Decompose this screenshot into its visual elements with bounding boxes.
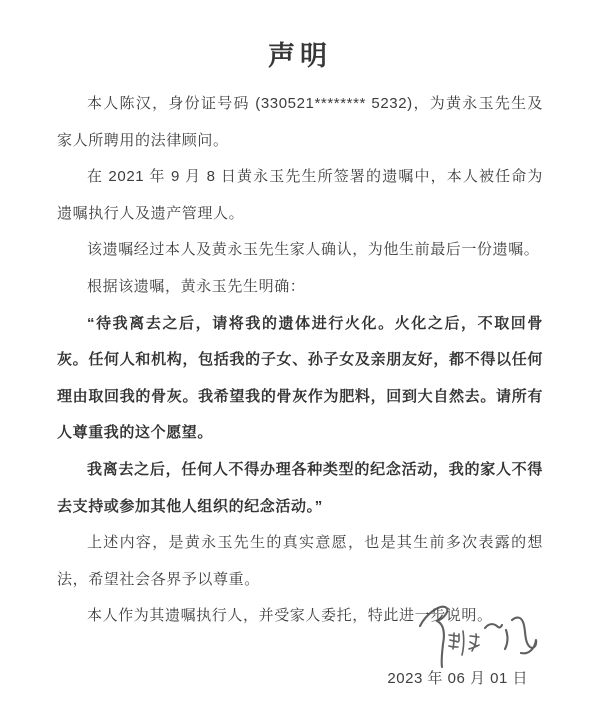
paragraph-will-quote-2: 我离去之后，任何人不得办理各种类型的纪念活动，我的家人不得去支持或参加其他人组织的纪念活动。” bbox=[57, 460, 543, 515]
paragraph-according-to-will: 根据该遗嘱，黄永玉先生明确： bbox=[87, 277, 306, 295]
handwritten-signature-icon bbox=[412, 600, 542, 670]
paragraph-closing: 本人作为其遗嘱执行人，并受家人委托，特此进一步说明。 bbox=[87, 607, 493, 625]
paragraph-will-quote-1: “待我离去之后，请将我的遗体进行火化。火化之后，不取回骨灰。任何人和机构，包括我的子女、孙子女及亲朋友好，都不得以任何理由取回我的骨灰。我希望我的骨灰作为肥料，回到大自然去。请所有人尊重我的这个愿望。 bbox=[57, 314, 543, 442]
paragraph-will-confirmation: 该遗嘱经过本人及黄永玉先生家人确认，为他生前最后一份遗嘱。 bbox=[87, 241, 540, 259]
signature-date: 2023 年 06 月 01 日 bbox=[387, 670, 528, 687]
document-body bbox=[57, 86, 543, 635]
paragraph-lawyer-intro: 本人陈汉，身份证号码 (330521******** 5232)，为黄永玉先生及家人所聘用的法律顾问。 bbox=[57, 95, 543, 149]
paragraph-true-wish: 上述内容，是黄永玉先生的真实意愿，也是其生前多次表露的想法，希望社会各界予以尊重。 bbox=[57, 534, 543, 588]
signature-block bbox=[412, 600, 542, 670]
paragraph-will-appointment: 在 2021 年 9 月 8 日黄永玉先生所签署的遗嘱中，本人被任命为遗嘱执行人及遗产管理人。 bbox=[57, 168, 543, 222]
document-title: 声明 bbox=[268, 41, 332, 71]
